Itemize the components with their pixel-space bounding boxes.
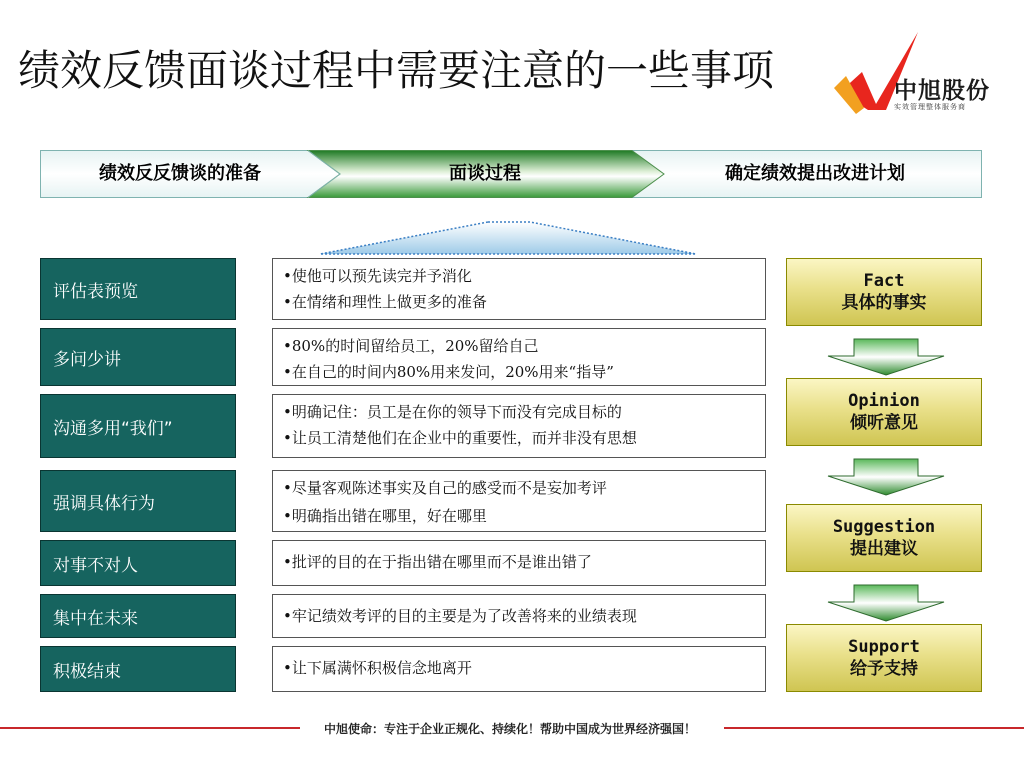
item-detail	[272, 646, 766, 692]
logo-name: 中旭股份	[894, 78, 990, 104]
feedback-card-en: Support	[848, 637, 920, 657]
page-title: 绩效反馈面谈过程中需要注意的一些事项	[18, 46, 775, 95]
item-label: 对事不对人	[40, 540, 236, 586]
feedback-card-opinion	[786, 378, 982, 446]
detail-line: •批评的目的在于指出错在哪里而不是谁出错了	[283, 553, 592, 571]
process-step-plan: 确定绩效提出改进计划	[725, 163, 905, 184]
item-detail	[272, 540, 766, 586]
detail-line: •牢记绩效考评的目的主要是为了改善将来的业绩表现	[283, 607, 637, 625]
item-label: 强调具体行为	[40, 470, 236, 532]
feedback-card-support	[786, 624, 982, 692]
footer-rule-left	[0, 727, 300, 729]
detail-line: •尽量客观陈述事实及自己的感受而不是妄加考评	[283, 479, 607, 497]
detail-line: •80%的时间留给员工，20%留给自己	[283, 337, 539, 355]
process-step-preparation: 绩效反反馈谈的准备	[99, 163, 261, 184]
expand-connector	[318, 218, 698, 258]
logo-subtitle: 实效管理整体服务商	[894, 103, 966, 111]
item-detail	[272, 258, 766, 320]
feedback-card-zh: 给予支持	[850, 659, 918, 679]
feedback-card-en: Opinion	[848, 391, 920, 411]
feedback-card-en: Suggestion	[832, 517, 936, 537]
down-arrow-icon	[826, 584, 946, 622]
item-detail	[272, 470, 766, 532]
item-label: 多问少讲	[40, 328, 236, 386]
feedback-card-zh: 提出建议	[850, 539, 918, 559]
company-logo	[832, 30, 1002, 120]
process-step-interview: 面谈过程	[449, 163, 521, 184]
item-detail	[272, 394, 766, 458]
detail-line: •明确记住：员工是在你的领导下而没有完成目标的	[283, 403, 622, 421]
detail-line: •使他可以预先读完并予消化	[283, 267, 472, 285]
footer-mission: 中旭使命：专注于企业正规化、持续化！帮助中国成为世界经济强国！	[323, 722, 696, 736]
detail-line: •在情绪和理性上做更多的准备	[283, 293, 487, 311]
footer-rule-right	[724, 727, 1024, 729]
item-label: 评估表预览	[40, 258, 236, 320]
detail-line: •明确指出错在哪里，好在哪里	[283, 507, 487, 525]
item-label: 沟通多用“我们”	[40, 394, 236, 458]
feedback-card-suggestion	[786, 504, 982, 572]
down-arrow-icon	[826, 458, 946, 496]
item-label: 集中在未来	[40, 594, 236, 638]
item-detail	[272, 328, 766, 386]
down-arrow-icon	[826, 338, 946, 376]
feedback-card-fact	[786, 258, 982, 326]
feedback-card-zh: 倾听意见	[850, 413, 918, 433]
detail-line: •在自己的时间内80%用来发问，20%用来“指导”	[283, 363, 614, 381]
process-bar	[40, 150, 982, 198]
detail-line: •让下属满怀积极信念地离开	[283, 659, 472, 677]
feedback-card-en: Fact	[863, 271, 905, 291]
item-detail	[272, 594, 766, 638]
feedback-card-zh: 具体的事实	[841, 293, 927, 313]
detail-line: •让员工清楚他们在企业中的重要性，而并非没有思想	[283, 429, 637, 447]
item-label: 积极结束	[40, 646, 236, 692]
